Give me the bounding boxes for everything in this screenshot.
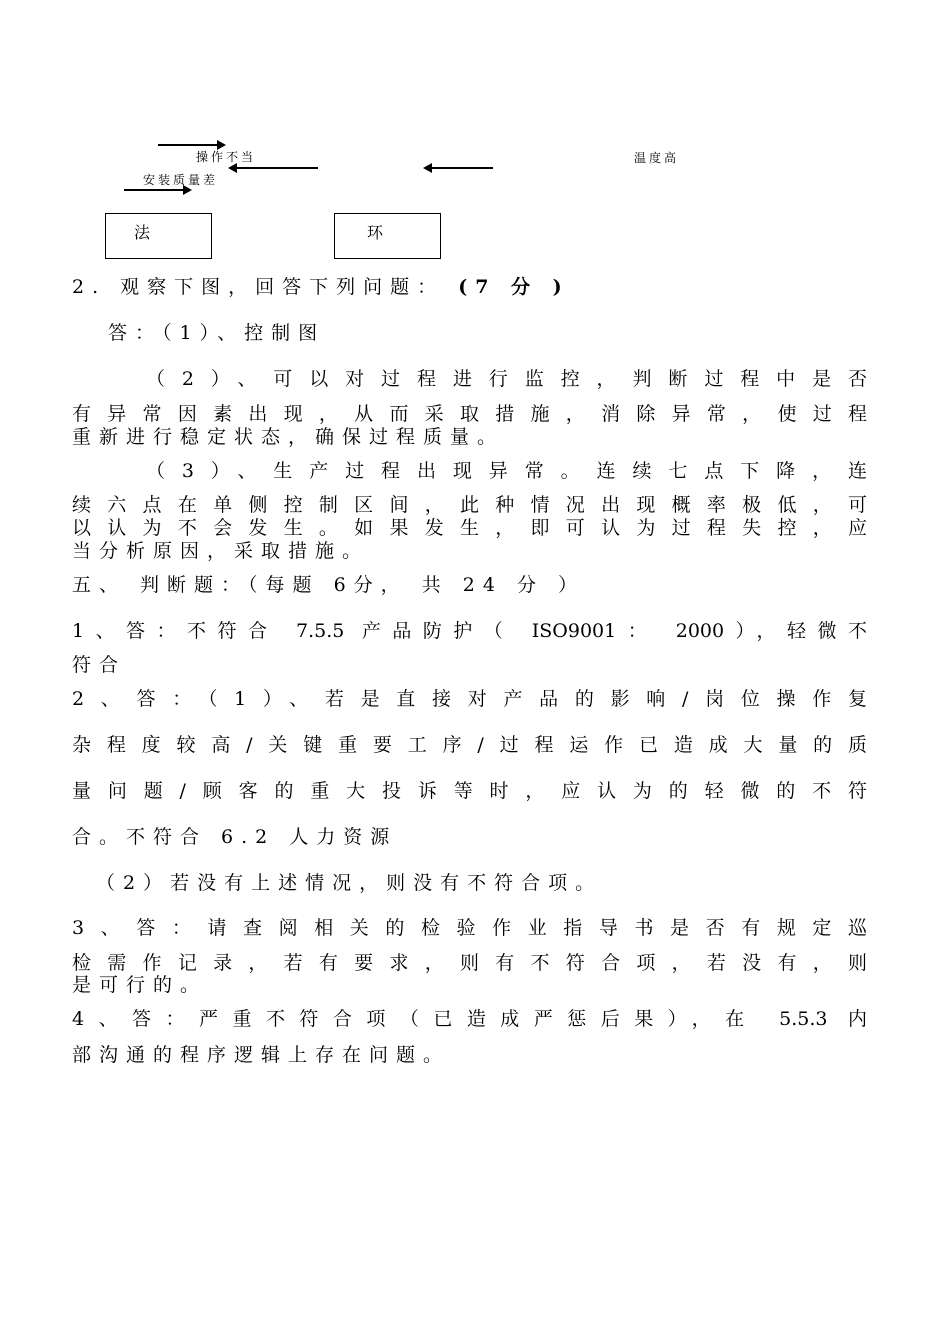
answer-3-line-3: 以认为不会发生。如果发生，即可认为过程失控，应 — [72, 517, 867, 539]
judge-2-line-5: （2）若没有上述情况，则没有不符合项。 — [96, 872, 603, 894]
arrow-main-left — [230, 167, 318, 169]
answer-2-line-2: 有异常因素出现，从而采取措施，消除异常，使过程 — [72, 403, 867, 425]
judge-3-line-3: 是可行的。 — [72, 974, 208, 996]
judge-3-line-1: 3、答：请查阅相关的检验作业指导书是否有规定巡 — [72, 917, 867, 939]
judge-4-line-1: 4、答：严重不符合项（已造成严惩后果），在 5.5.3 内 — [72, 1008, 867, 1030]
arrow-operation — [158, 144, 224, 146]
judge-2-line-1: 2、答：（1）、若是直接对产品的影响/岗位操作复 — [72, 688, 867, 710]
label-temperature: 温度高 — [634, 151, 680, 165]
question-2-score: (7 分 ) — [458, 276, 570, 298]
section-5-heading: 五、 判断题：（每题 6分， 共 24 分 ） — [72, 574, 586, 596]
judge-3-line-2: 检需作记录，若有要求，则有不符合项，若没有，则 — [72, 952, 867, 974]
label-install: 安装质量差 — [143, 173, 219, 187]
arrow-install — [124, 189, 190, 191]
answer-3-line-2: 续六点在单侧控制区间，此种情况出现概率极低，可 — [72, 494, 867, 516]
answer-2-line-3: 重新进行稳定状态，确保过程质量。 — [72, 426, 505, 448]
judge-2-line-4: 合。不符合 6.2 人力资源 — [72, 826, 398, 848]
box-method-label: 法 — [134, 223, 151, 242]
answer-1: 答：（1）、控制图 — [108, 322, 326, 344]
judge-1-line-2: 符合 — [72, 654, 127, 676]
box-environment-label: 环 — [367, 223, 384, 242]
judge-2-line-2: 杂程度较高/关键重要工序/过程运作已造成大量的质 — [72, 734, 867, 756]
answer-3-line-4: 当分析原因，采取措施。 — [72, 540, 370, 562]
answer-2-line-1: （2）、可以对过程进行监控，判断过程中是否 — [146, 368, 867, 390]
arrow-main-right — [425, 167, 493, 169]
judge-4-line-2: 部沟通的程序逻辑上存在问题。 — [72, 1044, 451, 1066]
answer-3-line-1: （3）、生产过程出现异常。连续七点下降，连 — [146, 460, 867, 482]
label-operation: 操作不当 — [196, 150, 257, 164]
box-method — [105, 213, 212, 259]
judge-2-line-3: 量问题/顾客的重大投诉等时，应认为的轻微的不符 — [72, 780, 867, 802]
box-environment — [334, 213, 441, 259]
question-2-heading — [72, 272, 867, 299]
judge-1-line-1: 1、答：不符合 7.5.5 产品防护（ ISO9001： 2000），轻微不 — [72, 620, 867, 642]
question-2-text: 2. 观察下图，回答下列问题： — [72, 276, 445, 298]
